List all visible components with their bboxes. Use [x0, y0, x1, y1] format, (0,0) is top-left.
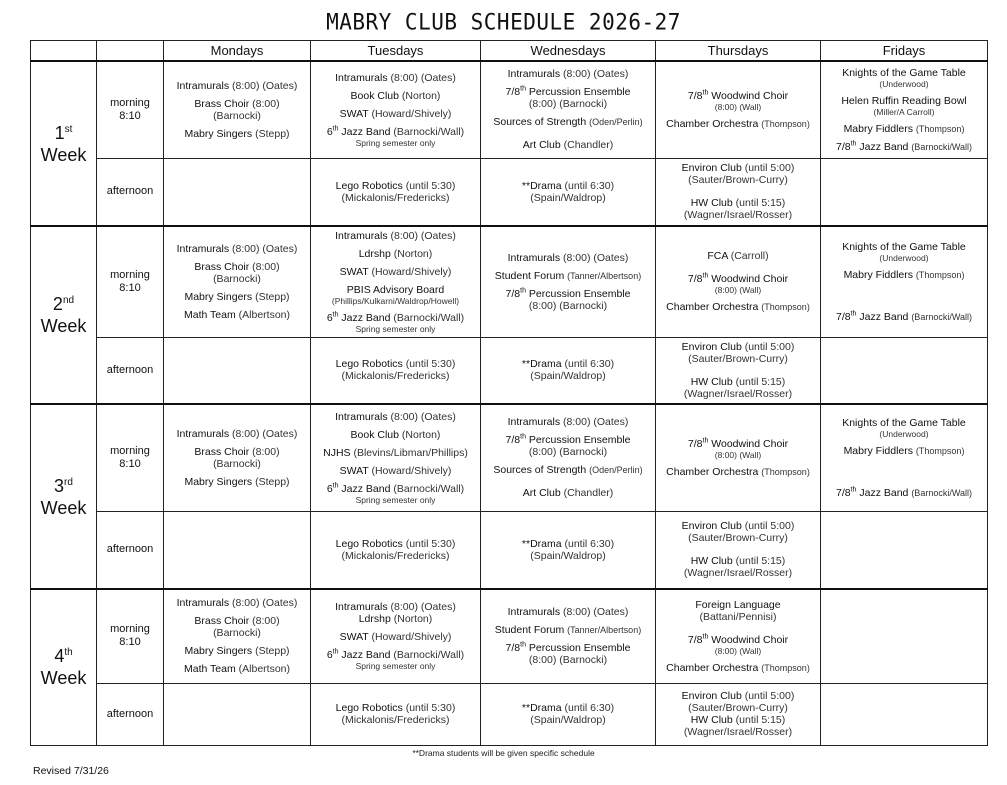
- schedule-cell: **Drama (until 6:30) (Spain/Waldrop): [481, 683, 656, 745]
- week-1-morning-row: [31, 61, 988, 158]
- slot-afternoon: afternoon: [97, 158, 164, 226]
- slot-afternoon: afternoon: [97, 683, 164, 745]
- day-header: Tuesdays: [311, 41, 481, 62]
- schedule-cell: Intramurals (8:00) (Oates) Brass Choir (8:00) (Barnocki) Mabry Singers (Stepp) Math Team (Albertson): [164, 589, 311, 683]
- week-3-afternoon-row: [31, 511, 988, 589]
- schedule-cell: Environ Club (until 5:00) (Sauter/Brown-Curry) HW Club (until 5:15) (Wagner/Israel/Rosser): [656, 158, 821, 226]
- schedule-cell: Intramurals (8:00) (Oates) Brass Choir (8:00) (Barnocki) Mabry Singers (Stepp): [164, 404, 311, 511]
- schedule-cell: Intramurals (8:00) (Oates) Ldrshp (Norton) SWAT (Howard/Shively) PBIS Advisory Board (Phillips/Kulkarni/Waldrop/Howell) 6th Jazz Band (Barnocki/Wall) Spring semester only: [311, 226, 481, 337]
- week-2-afternoon-row: [31, 337, 988, 404]
- schedule-cell: [164, 337, 311, 404]
- schedule-cell: **Drama (until 6:30) (Spain/Waldrop): [481, 511, 656, 589]
- corner-cell: [31, 41, 97, 62]
- schedule-cell: Intramurals (8:00) (Oates) Ldrshp (Norton) SWAT (Howard/Shively) 6th Jazz Band (Barnocki/Wall) Spring semester only: [311, 589, 481, 683]
- schedule-cell: Knights of the Game Table (Underwood) Mabry Fiddlers (Thompson) 7/8th Jazz Band (Barnocki/Wall): [821, 226, 988, 337]
- slot-afternoon: afternoon: [97, 511, 164, 589]
- schedule-cell: Intramurals (8:00) (Oates) Brass Choir (8:00) (Barnocki) Mabry Singers (Stepp): [164, 61, 311, 158]
- week-4-afternoon-row: [31, 683, 988, 745]
- schedule-cell: Knights of the Game Table (Underwood) Helen Ruffin Reading Bowl (Miller/A Carroll) Mabry Fiddlers (Thompson) 7/8th Jazz Band (Barnocki/Wall): [821, 61, 988, 158]
- page-title: MABRY CLUB SCHEDULE 2026-27: [326, 9, 681, 35]
- schedule-cell: **Drama (until 6:30) (Spain/Waldrop): [481, 158, 656, 226]
- schedule-cell: Knights of the Game Table (Underwood) Mabry Fiddlers (Thompson) 7/8th Jazz Band (Barnocki/Wall): [821, 404, 988, 511]
- week-2-morning-row: [31, 226, 988, 337]
- schedule-cell: Intramurals (8:00) (Oates) Student Forum (Tanner/Albertson) 7/8th Percussion Ensemble (8:00) (Barnocki): [481, 589, 656, 683]
- schedule-cell: Environ Club (until 5:00) (Sauter/Brown-Curry) HW Club (until 5:15) (Wagner/Israel/Rosser): [656, 511, 821, 589]
- schedule-cell: [164, 683, 311, 745]
- slot-morning: morning 8:10: [97, 589, 164, 683]
- schedule-cell: Intramurals (8:00) (Oates) Student Forum (Tanner/Albertson) 7/8th Percussion Ensemble (8:00) (Barnocki): [481, 226, 656, 337]
- week-3-morning-row: [31, 404, 988, 511]
- schedule-cell: Intramurals (8:00) (Oates) Book Club (Norton) NJHS (Blevins/Libman/Phillips) SWAT (Howard/Shively) 6th Jazz Band (Barnocki/Wall) Spring semester only: [311, 404, 481, 511]
- schedule-cell: [164, 511, 311, 589]
- schedule-cell: Lego Robotics (until 5:30) (Mickalonis/Fredericks): [311, 158, 481, 226]
- schedule-cell: **Drama (until 6:30) (Spain/Waldrop): [481, 337, 656, 404]
- corner-cell: [97, 41, 164, 62]
- schedule-cell: Foreign Language (Battani/Pennisi) 7/8th Woodwind Choir (8:00) (Wall) Chamber Orchestra (Thompson): [656, 589, 821, 683]
- day-header: Thursdays: [656, 41, 821, 62]
- day-header: Fridays: [821, 41, 988, 62]
- schedule-cell: [821, 683, 988, 745]
- schedule-cell: [821, 589, 988, 683]
- schedule-cell: Environ Club (until 5:00) (Sauter/Brown-Curry) HW Club (until 5:15) (Wagner/Israel/Rosser): [656, 683, 821, 745]
- revised-date: Revised 7/31/26: [33, 765, 109, 777]
- slot-morning: morning 8:10: [97, 404, 164, 511]
- week-label: 4th Week: [31, 589, 97, 745]
- schedule-cell: Environ Club (until 5:00) (Sauter/Brown-Curry) HW Club (until 5:15) (Wagner/Israel/Rosser): [656, 337, 821, 404]
- week-label: 3rd Week: [31, 404, 97, 589]
- schedule-cell: Lego Robotics (until 5:30) (Mickalonis/Fredericks): [311, 337, 481, 404]
- schedule-cell: [821, 337, 988, 404]
- schedule-cell: Lego Robotics (until 5:30) (Mickalonis/Fredericks): [311, 683, 481, 745]
- schedule-cell: 7/8th Woodwind Choir (8:00) (Wall) Chamber Orchestra (Thompson): [656, 404, 821, 511]
- footnote: **Drama students will be given specific schedule: [412, 748, 595, 758]
- schedule-cell: Lego Robotics (until 5:30) (Mickalonis/Fredericks): [311, 511, 481, 589]
- week-4-morning-row: [31, 589, 988, 683]
- schedule-cell: Intramurals (8:00) (Oates) Brass Choir (8:00) (Barnocki) Mabry Singers (Stepp) Math Team (Albertson): [164, 226, 311, 337]
- slot-morning: morning 8:10: [97, 61, 164, 158]
- day-header: Wednesdays: [481, 41, 656, 62]
- day-header: Mondays: [164, 41, 311, 62]
- slot-morning: morning 8:10: [97, 226, 164, 337]
- week-1-afternoon-row: [31, 158, 988, 226]
- week-label: 2nd Week: [31, 226, 97, 404]
- week-label: 1st Week: [31, 61, 97, 226]
- schedule-cell: FCA (Carroll) 7/8th Woodwind Choir (8:00) (Wall) Chamber Orchestra (Thompson): [656, 226, 821, 337]
- schedule-cell: [164, 158, 311, 226]
- schedule-cell: Intramurals (8:00) (Oates) Book Club (Norton) SWAT (Howard/Shively) 6th Jazz Band (Barnocki/Wall) Spring semester only: [311, 61, 481, 158]
- schedule-cell: Intramurals (8:00) (Oates) 7/8th Percussion Ensemble (8:00) (Barnocki) Sources of Strength (Oden/Perlin) Art Club (Chandler): [481, 61, 656, 158]
- header-row: [31, 41, 988, 62]
- schedule-cell: 7/8th Woodwind Choir (8:00) (Wall) Chamber Orchestra (Thompson): [656, 61, 821, 158]
- slot-afternoon: afternoon: [97, 337, 164, 404]
- schedule-table: [30, 40, 988, 746]
- schedule-cell: [821, 158, 988, 226]
- schedule-cell: Intramurals (8:00) (Oates) 7/8th Percussion Ensemble (8:00) (Barnocki) Sources of Strength (Oden/Perlin) Art Club (Chandler): [481, 404, 656, 511]
- schedule-cell: [821, 511, 988, 589]
